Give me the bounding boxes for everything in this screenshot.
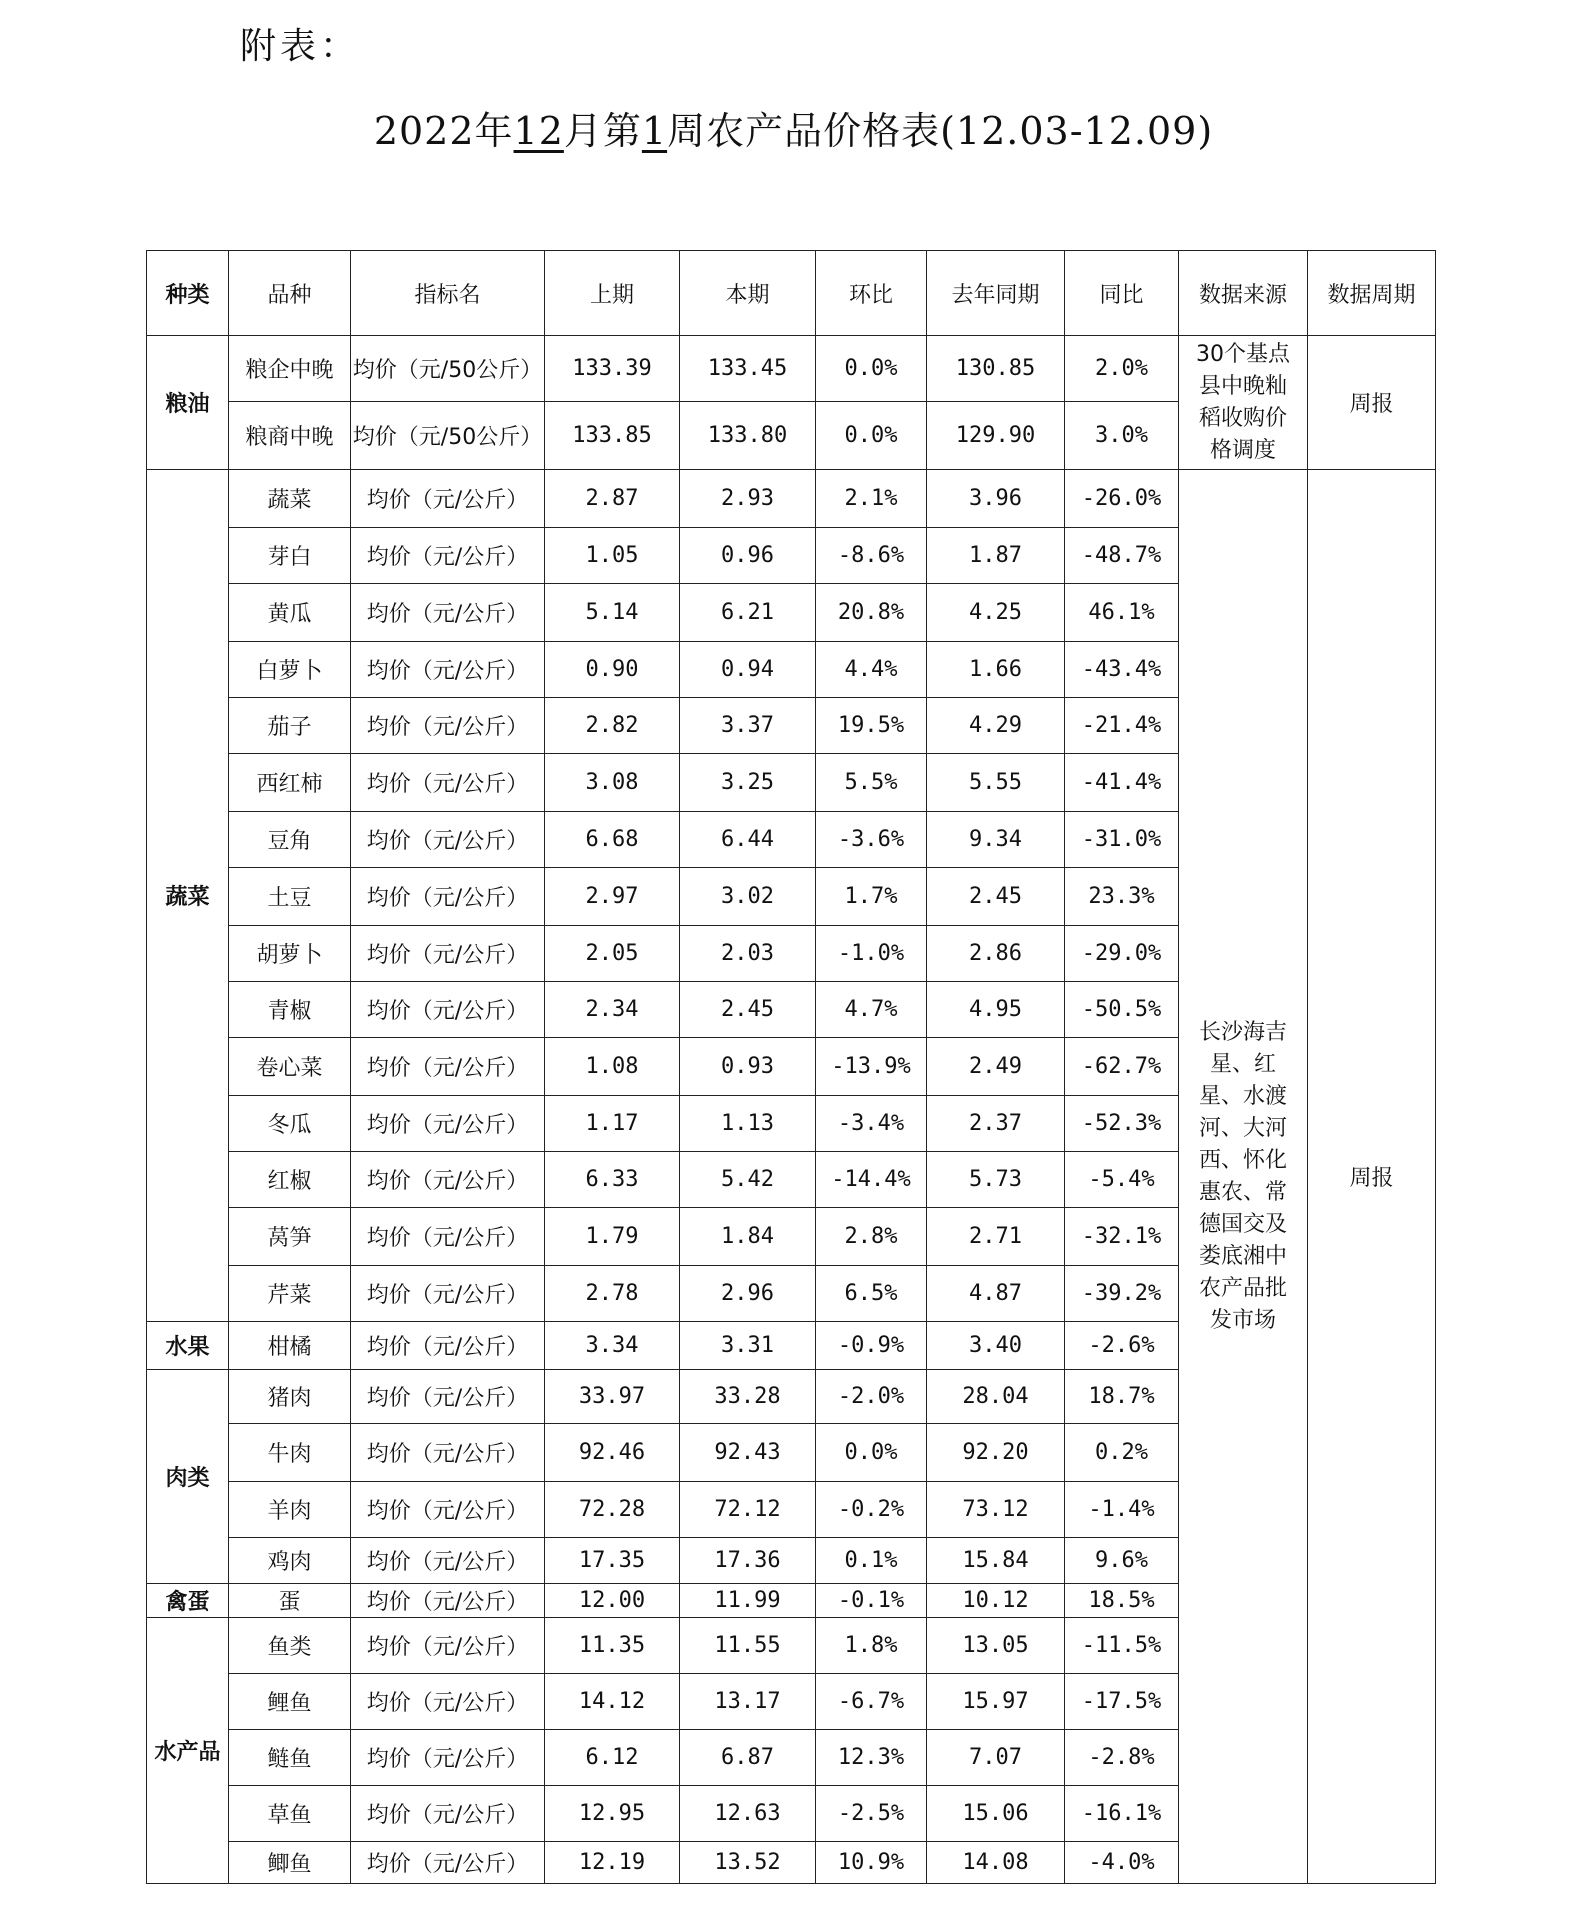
current-period-cell: 5.42 [680,1152,816,1208]
last-year-cell: 15.84 [927,1538,1065,1584]
mom-change-cell: 6.5% [816,1266,927,1322]
category-cell: 水产品 [147,1618,229,1884]
current-period-cell: 33.28 [680,1370,816,1424]
data-period-cell: 周报 [1308,470,1436,1884]
last-year-cell: 14.08 [927,1842,1065,1884]
previous-period-cell: 6.68 [545,812,680,868]
variety-cell: 土豆 [229,868,351,926]
mom-change-cell: 12.3% [816,1730,927,1786]
mom-change-cell: 0.0% [816,336,927,402]
previous-period-cell: 14.12 [545,1674,680,1730]
indicator-cell: 均价（元/公斤） [351,1424,545,1482]
mom-change-cell: -2.5% [816,1786,927,1842]
variety-cell: 鱼类 [229,1618,351,1674]
variety-cell: 鲤鱼 [229,1674,351,1730]
mom-change-cell: -3.6% [816,812,927,868]
mom-change-cell: -14.4% [816,1152,927,1208]
variety-cell: 鲫鱼 [229,1842,351,1884]
variety-cell: 蔬菜 [229,470,351,528]
yoy-change-cell: -48.7% [1065,528,1179,584]
table-row [147,336,1436,402]
previous-period-cell: 2.82 [545,698,680,754]
last-year-cell: 1.87 [927,528,1065,584]
last-year-cell: 3.96 [927,470,1065,528]
title-suffix: 周农产品价格表(12.03-12.09) [667,109,1214,153]
last-year-cell: 4.95 [927,982,1065,1038]
last-year-cell: 130.85 [927,336,1065,402]
mom-change-cell: 0.0% [816,402,927,470]
last-year-cell: 4.29 [927,698,1065,754]
last-year-cell: 13.05 [927,1618,1065,1674]
current-period-cell: 3.02 [680,868,816,926]
current-period-cell: 13.52 [680,1842,816,1884]
variety-cell: 胡萝卜 [229,926,351,982]
last-year-cell: 28.04 [927,1370,1065,1424]
previous-period-cell: 12.00 [545,1584,680,1618]
indicator-cell: 均价（元/公斤） [351,1266,545,1322]
last-year-cell: 73.12 [927,1482,1065,1538]
variety-cell: 芽白 [229,528,351,584]
previous-period-cell: 2.78 [545,1266,680,1322]
mom-change-cell: 2.8% [816,1208,927,1266]
mom-change-cell: 10.9% [816,1842,927,1884]
variety-cell: 草鱼 [229,1786,351,1842]
yoy-change-cell: 23.3% [1065,868,1179,926]
yoy-change-cell: 0.2% [1065,1424,1179,1482]
previous-period-cell: 1.08 [545,1038,680,1096]
variety-cell: 青椒 [229,982,351,1038]
mom-change-cell: -0.9% [816,1322,927,1370]
yoy-change-cell: -26.0% [1065,470,1179,528]
current-period-cell: 2.03 [680,926,816,982]
yoy-change-cell: -43.4% [1065,642,1179,698]
previous-period-cell: 72.28 [545,1482,680,1538]
mom-change-cell: -0.2% [816,1482,927,1538]
indicator-cell: 均价（元/公斤） [351,1618,545,1674]
variety-cell: 粮企中晚 [229,336,351,402]
last-year-cell: 2.86 [927,926,1065,982]
indicator-cell: 均价（元/公斤） [351,1038,545,1096]
yoy-change-cell: 18.7% [1065,1370,1179,1424]
current-period-cell: 0.93 [680,1038,816,1096]
last-year-cell: 10.12 [927,1584,1065,1618]
mom-change-cell: -2.0% [816,1370,927,1424]
previous-period-cell: 11.35 [545,1618,680,1674]
category-cell: 水果 [147,1322,229,1370]
table-row [147,470,1436,528]
current-period-cell: 1.13 [680,1096,816,1152]
title-mid: 月第 [563,109,642,153]
indicator-cell: 均价（元/公斤） [351,1538,545,1584]
previous-period-cell: 2.87 [545,470,680,528]
yoy-change-cell: -11.5% [1065,1618,1179,1674]
column-header: 同比 [1065,251,1179,336]
yoy-change-cell: -5.4% [1065,1152,1179,1208]
last-year-cell: 9.34 [927,812,1065,868]
yoy-change-cell: -50.5% [1065,982,1179,1038]
current-period-cell: 0.96 [680,528,816,584]
indicator-cell: 均价（元/公斤） [351,1208,545,1266]
column-header: 数据周期 [1308,251,1436,336]
yoy-change-cell: -39.2% [1065,1266,1179,1322]
column-header: 品种 [229,251,351,336]
last-year-cell: 2.45 [927,868,1065,926]
current-period-cell: 0.94 [680,642,816,698]
data-period-cell: 周报 [1308,336,1436,470]
previous-period-cell: 92.46 [545,1424,680,1482]
current-period-cell: 2.96 [680,1266,816,1322]
mom-change-cell: 0.0% [816,1424,927,1482]
current-period-cell: 133.80 [680,402,816,470]
yoy-change-cell: -16.1% [1065,1786,1179,1842]
yoy-change-cell: -17.5% [1065,1674,1179,1730]
data-source-cell: 30个基点县中晚籼稻收购价格调度 [1179,336,1308,470]
previous-period-cell: 3.08 [545,754,680,812]
indicator-cell: 均价（元/50公斤） [351,402,545,470]
previous-period-cell: 5.14 [545,584,680,642]
variety-cell: 鸡肉 [229,1538,351,1584]
previous-period-cell: 6.33 [545,1152,680,1208]
indicator-cell: 均价（元/公斤） [351,1152,545,1208]
previous-period-cell: 2.05 [545,926,680,982]
mom-change-cell: 2.1% [816,470,927,528]
indicator-cell: 均价（元/公斤） [351,642,545,698]
mom-change-cell: 4.7% [816,982,927,1038]
indicator-cell: 均价（元/公斤） [351,754,545,812]
current-period-cell: 13.17 [680,1674,816,1730]
variety-cell: 白萝卜 [229,642,351,698]
current-period-cell: 6.44 [680,812,816,868]
variety-cell: 莴笋 [229,1208,351,1266]
mom-change-cell: -1.0% [816,926,927,982]
last-year-cell: 15.97 [927,1674,1065,1730]
variety-cell: 柑橘 [229,1322,351,1370]
indicator-cell: 均价（元/公斤） [351,698,545,754]
yoy-change-cell: -31.0% [1065,812,1179,868]
mom-change-cell: -8.6% [816,528,927,584]
column-header: 数据来源 [1179,251,1308,336]
previous-period-cell: 12.19 [545,1842,680,1884]
current-period-cell: 11.55 [680,1618,816,1674]
page-title [0,100,1587,155]
column-header: 本期 [680,251,816,336]
mom-change-cell: -0.1% [816,1584,927,1618]
last-year-cell: 5.73 [927,1152,1065,1208]
current-period-cell: 6.87 [680,1730,816,1786]
variety-cell: 牛肉 [229,1424,351,1482]
title-prefix: 2022年 [373,109,514,153]
previous-period-cell: 3.34 [545,1322,680,1370]
column-header: 环比 [816,251,927,336]
indicator-cell: 均价（元/公斤） [351,926,545,982]
indicator-cell: 均价（元/公斤） [351,982,545,1038]
yoy-change-cell: 3.0% [1065,402,1179,470]
indicator-cell: 均价（元/公斤） [351,1730,545,1786]
current-period-cell: 3.37 [680,698,816,754]
data-source-cell: 长沙海吉星、红星、水渡河、大河西、怀化惠农、常德国交及娄底湘中农产品批发市场 [1179,470,1308,1884]
indicator-cell: 均价（元/公斤） [351,1842,545,1884]
yoy-change-cell: -52.3% [1065,1096,1179,1152]
title-month: 12 [513,109,564,153]
last-year-cell: 1.66 [927,642,1065,698]
indicator-cell: 均价（元/公斤） [351,1482,545,1538]
previous-period-cell: 2.97 [545,868,680,926]
indicator-cell: 均价（元/公斤） [351,1096,545,1152]
mom-change-cell: -13.9% [816,1038,927,1096]
mom-change-cell: -6.7% [816,1674,927,1730]
yoy-change-cell: -32.1% [1065,1208,1179,1266]
current-period-cell: 12.63 [680,1786,816,1842]
title-week: 1 [641,109,668,153]
current-period-cell: 6.21 [680,584,816,642]
mom-change-cell: 5.5% [816,754,927,812]
previous-period-cell: 133.85 [545,402,680,470]
previous-period-cell: 1.17 [545,1096,680,1152]
previous-period-cell: 17.35 [545,1538,680,1584]
yoy-change-cell: -1.4% [1065,1482,1179,1538]
last-year-cell: 2.37 [927,1096,1065,1152]
yoy-change-cell: -62.7% [1065,1038,1179,1096]
current-period-cell: 17.36 [680,1538,816,1584]
variety-cell: 红椒 [229,1152,351,1208]
indicator-cell: 均价（元/公斤） [351,1584,545,1618]
indicator-cell: 均价（元/公斤） [351,812,545,868]
yoy-change-cell: 9.6% [1065,1538,1179,1584]
yoy-change-cell: -21.4% [1065,698,1179,754]
variety-cell: 茄子 [229,698,351,754]
last-year-cell: 2.71 [927,1208,1065,1266]
current-period-cell: 3.25 [680,754,816,812]
category-cell: 肉类 [147,1370,229,1584]
previous-period-cell: 12.95 [545,1786,680,1842]
previous-period-cell: 133.39 [545,336,680,402]
mom-change-cell: 19.5% [816,698,927,754]
indicator-cell: 均价（元/公斤） [351,1786,545,1842]
variety-cell: 冬瓜 [229,1096,351,1152]
indicator-cell: 均价（元/公斤） [351,1674,545,1730]
previous-period-cell: 2.34 [545,982,680,1038]
mom-change-cell: 1.8% [816,1618,927,1674]
indicator-cell: 均价（元/公斤） [351,1322,545,1370]
mom-change-cell: 0.1% [816,1538,927,1584]
variety-cell: 芹菜 [229,1266,351,1322]
last-year-cell: 5.55 [927,754,1065,812]
current-period-cell: 11.99 [680,1584,816,1618]
category-cell: 蔬菜 [147,470,229,1322]
yoy-change-cell: -2.6% [1065,1322,1179,1370]
indicator-cell: 均价（元/公斤） [351,528,545,584]
last-year-cell: 2.49 [927,1038,1065,1096]
current-period-cell: 2.93 [680,470,816,528]
current-period-cell: 2.45 [680,982,816,1038]
last-year-cell: 7.07 [927,1730,1065,1786]
mom-change-cell: 1.7% [816,868,927,926]
variety-cell: 羊肉 [229,1482,351,1538]
yoy-change-cell: -29.0% [1065,926,1179,982]
variety-cell: 豆角 [229,812,351,868]
last-year-cell: 4.87 [927,1266,1065,1322]
yoy-change-cell: 46.1% [1065,584,1179,642]
indicator-cell: 均价（元/公斤） [351,868,545,926]
header-row [147,251,1436,336]
column-header: 去年同期 [927,251,1065,336]
last-year-cell: 129.90 [927,402,1065,470]
yoy-change-cell: -2.8% [1065,1730,1179,1786]
variety-cell: 猪肉 [229,1370,351,1424]
indicator-cell: 均价（元/公斤） [351,584,545,642]
yoy-change-cell: -4.0% [1065,1842,1179,1884]
mom-change-cell: 20.8% [816,584,927,642]
yoy-change-cell: 2.0% [1065,336,1179,402]
variety-cell: 黄瓜 [229,584,351,642]
current-period-cell: 3.31 [680,1322,816,1370]
indicator-cell: 均价（元/公斤） [351,470,545,528]
current-period-cell: 1.84 [680,1208,816,1266]
variety-cell: 卷心菜 [229,1038,351,1096]
yoy-change-cell: -41.4% [1065,754,1179,812]
indicator-cell: 均价（元/公斤） [351,1370,545,1424]
variety-cell: 西红柿 [229,754,351,812]
price-table [146,250,1436,1884]
current-period-cell: 72.12 [680,1482,816,1538]
column-header: 种类 [147,251,229,336]
last-year-cell: 4.25 [927,584,1065,642]
variety-cell: 蛋 [229,1584,351,1618]
category-cell: 禽蛋 [147,1584,229,1618]
previous-period-cell: 6.12 [545,1730,680,1786]
mom-change-cell: 4.4% [816,642,927,698]
variety-cell: 鲢鱼 [229,1730,351,1786]
last-year-cell: 92.20 [927,1424,1065,1482]
current-period-cell: 133.45 [680,336,816,402]
variety-cell: 粮商中晚 [229,402,351,470]
column-header: 上期 [545,251,680,336]
column-header: 指标名 [351,251,545,336]
attachment-label: 附表： [240,26,361,67]
mom-change-cell: -3.4% [816,1096,927,1152]
current-period-cell: 92.43 [680,1424,816,1482]
category-cell: 粮油 [147,336,229,470]
last-year-cell: 15.06 [927,1786,1065,1842]
previous-period-cell: 1.05 [545,528,680,584]
previous-period-cell: 1.79 [545,1208,680,1266]
yoy-change-cell: 18.5% [1065,1584,1179,1618]
previous-period-cell: 0.90 [545,642,680,698]
indicator-cell: 均价（元/50公斤） [351,336,545,402]
previous-period-cell: 33.97 [545,1370,680,1424]
last-year-cell: 3.40 [927,1322,1065,1370]
